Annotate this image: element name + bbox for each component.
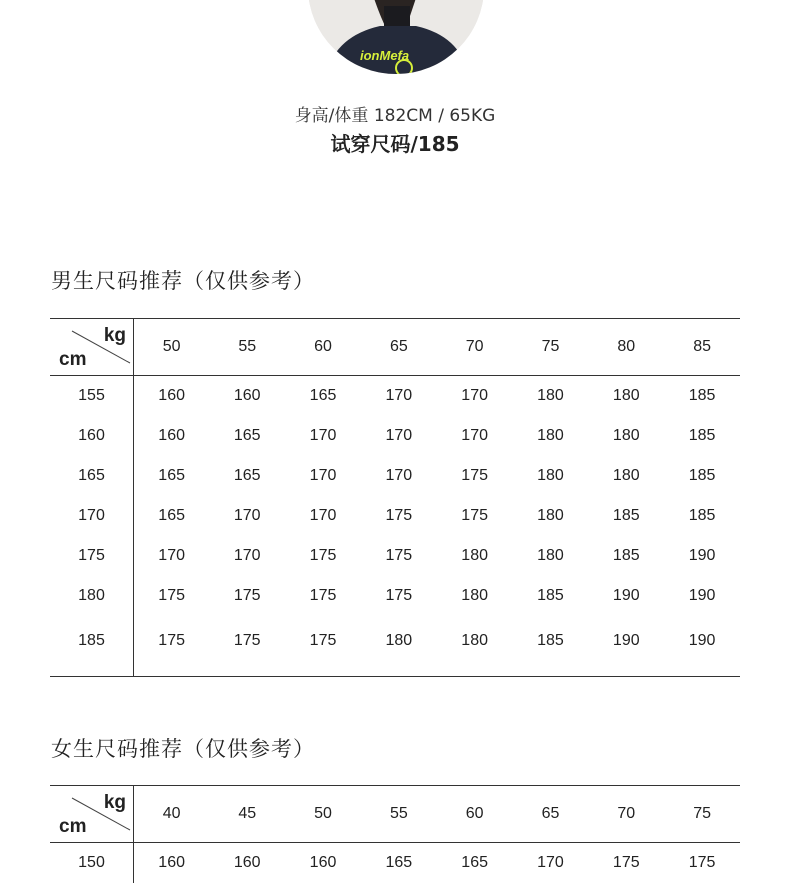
women-size-title: 女生尺码推荐（仅供参考） <box>51 733 315 763</box>
size-cell: 160 <box>209 376 285 417</box>
weight-header: 85 <box>664 319 740 376</box>
weight-header: 75 <box>513 319 589 376</box>
size-cell: 165 <box>361 843 437 883</box>
size-cell: 160 <box>209 843 285 883</box>
size-cell: 185 <box>664 416 740 456</box>
size-cell: 190 <box>664 576 740 616</box>
size-cell: 180 <box>513 416 589 456</box>
size-cell: 175 <box>588 843 664 883</box>
size-cell: 185 <box>664 376 740 417</box>
men-size-table <box>50 318 740 677</box>
size-cell: 180 <box>437 616 513 677</box>
size-cell: 175 <box>285 536 361 576</box>
table-row <box>50 416 740 456</box>
size-cell: 185 <box>588 536 664 576</box>
weight-header: 50 <box>285 786 361 843</box>
size-cell: 160 <box>134 376 210 417</box>
corner-cm-label: cm <box>59 816 86 838</box>
table-header-row <box>50 786 740 843</box>
size-cell: 170 <box>513 843 589 883</box>
height-cell: 170 <box>50 496 134 536</box>
weight-header: 50 <box>134 319 210 376</box>
height-cell: 150 <box>50 843 134 883</box>
size-cell: 180 <box>588 376 664 417</box>
size-cell: 170 <box>209 496 285 536</box>
size-cell: 190 <box>664 536 740 576</box>
size-cell: 165 <box>134 496 210 536</box>
size-cell: 170 <box>437 376 513 417</box>
size-cell: 175 <box>209 616 285 677</box>
size-cell: 165 <box>437 843 513 883</box>
weight-header: 70 <box>588 786 664 843</box>
table-corner-cell <box>50 786 134 843</box>
size-cell: 180 <box>513 496 589 536</box>
model-photo <box>308 0 484 74</box>
size-cell: 160 <box>134 843 210 883</box>
weight-header: 80 <box>588 319 664 376</box>
table-header-row <box>50 319 740 376</box>
size-cell: 185 <box>513 616 589 677</box>
size-cell: 170 <box>361 416 437 456</box>
weight-header: 45 <box>209 786 285 843</box>
size-cell: 190 <box>664 616 740 677</box>
table-row <box>50 536 740 576</box>
size-cell: 180 <box>513 456 589 496</box>
model-height-weight: 身高/体重 182CM / 65KG <box>0 101 790 126</box>
weight-header: 55 <box>361 786 437 843</box>
size-cell: 180 <box>513 536 589 576</box>
height-cell: 175 <box>50 536 134 576</box>
men-size-title: 男生尺码推荐（仅供参考） <box>51 265 315 295</box>
shirt-print-text: ionMefa <box>360 48 409 63</box>
size-cell: 190 <box>588 616 664 677</box>
size-cell: 175 <box>437 456 513 496</box>
weight-header: 40 <box>134 786 210 843</box>
size-cell: 170 <box>361 376 437 417</box>
model-fit-size: 试穿尺码/185 <box>0 128 790 157</box>
size-cell: 165 <box>285 376 361 417</box>
size-cell: 175 <box>437 496 513 536</box>
size-cell: 160 <box>285 843 361 883</box>
table-row <box>50 376 740 417</box>
size-cell: 170 <box>285 496 361 536</box>
table-row <box>50 616 740 677</box>
weight-header: 70 <box>437 319 513 376</box>
weight-header: 75 <box>664 786 740 843</box>
weight-header: 65 <box>361 319 437 376</box>
size-cell: 175 <box>285 576 361 616</box>
women-size-table <box>50 785 740 883</box>
size-cell: 180 <box>361 616 437 677</box>
height-cell: 160 <box>50 416 134 456</box>
size-cell: 185 <box>664 496 740 536</box>
size-cell: 165 <box>134 456 210 496</box>
table-row <box>50 456 740 496</box>
size-cell: 175 <box>134 576 210 616</box>
size-cell: 185 <box>588 496 664 536</box>
size-cell: 180 <box>513 376 589 417</box>
size-cell: 185 <box>513 576 589 616</box>
size-cell: 170 <box>134 536 210 576</box>
size-cell: 165 <box>209 456 285 496</box>
corner-cm-label: cm <box>59 349 86 371</box>
height-cell: 165 <box>50 456 134 496</box>
size-cell: 180 <box>588 456 664 496</box>
size-cell: 175 <box>361 536 437 576</box>
table-row <box>50 496 740 536</box>
height-cell: 185 <box>50 616 134 677</box>
size-cell: 170 <box>361 456 437 496</box>
size-cell: 175 <box>285 616 361 677</box>
size-cell: 165 <box>209 416 285 456</box>
size-cell: 180 <box>588 416 664 456</box>
table-row <box>50 843 740 883</box>
size-cell: 180 <box>437 536 513 576</box>
corner-kg-label: kg <box>104 792 126 814</box>
size-cell: 175 <box>361 576 437 616</box>
height-cell: 155 <box>50 376 134 417</box>
size-cell: 170 <box>437 416 513 456</box>
corner-kg-label: kg <box>104 325 126 347</box>
height-cell: 180 <box>50 576 134 616</box>
size-cell: 175 <box>361 496 437 536</box>
size-cell: 190 <box>588 576 664 616</box>
size-cell: 170 <box>285 416 361 456</box>
size-cell: 175 <box>134 616 210 677</box>
size-cell: 170 <box>209 536 285 576</box>
size-cell: 175 <box>664 843 740 883</box>
size-cell: 185 <box>664 456 740 496</box>
table-corner-cell <box>50 319 134 376</box>
weight-header: 60 <box>285 319 361 376</box>
weight-header: 60 <box>437 786 513 843</box>
size-cell: 170 <box>285 456 361 496</box>
size-cell: 175 <box>209 576 285 616</box>
size-cell: 180 <box>437 576 513 616</box>
weight-header: 55 <box>209 319 285 376</box>
weight-header: 65 <box>513 786 589 843</box>
table-row <box>50 576 740 616</box>
size-cell: 160 <box>134 416 210 456</box>
